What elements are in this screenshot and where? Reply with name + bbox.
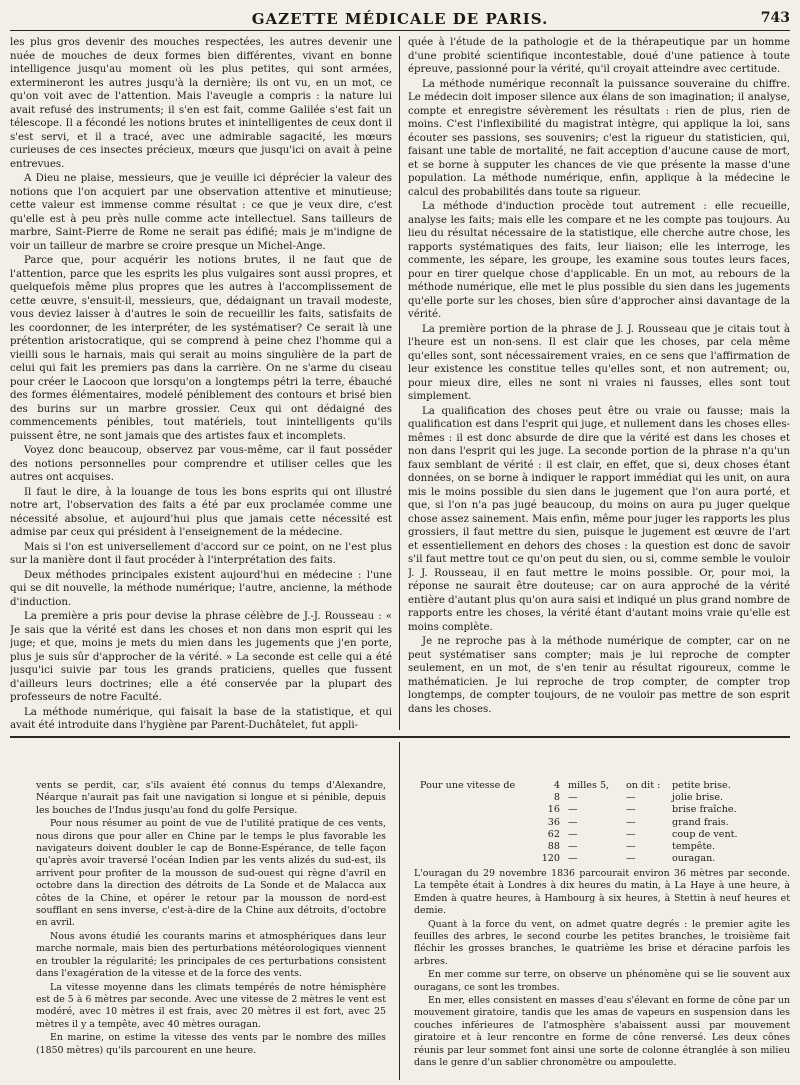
speed-value: 16 xyxy=(547,804,560,816)
paragraph: Parce que, pour acquérir les notions brutes, il ne faut que de l'attention, parce que les esprits les plus vulgaires sont aussi propres, et quelquefois même plus propres que les autres à l'accomplissement de cette œuvre, s'ensuit-il, messieurs, que, dédaignant un travail modeste, vous deviez laisser à d'autres le soin de recueillir les faits, satisfaits de les coordonner, de les interpréter, de les systématiser? Ce serait là une prétention aristocratique, qui se comprend à peine chez l'homme qui a vieilli sous le harnais, mais qui serait au moins singulière de la part de celui qui fait les premiers pas dans la carrière. On ne s'arme du ciseau pour créer le Laocoon que lorsqu'on a longtemps pétri la terre, ébauché des formes élémentaires, modelé péniblement des contours et brisé bien des burins sur un marbre grossier. Ceux qui ont dédaigné des commencements pénibles, tout matériels, tout inintelligents qu'ils puissent être, ne sont jamais que des artistes faux et incomplets. xyxy=(10,255,392,442)
table-lead: Pour une vitesse de xyxy=(420,780,516,791)
wind-label: jolie brise. xyxy=(672,792,724,804)
wind-speed-table xyxy=(420,780,750,865)
page-header xyxy=(10,8,790,31)
top-column-right xyxy=(408,36,790,730)
ditto-mark: — xyxy=(626,840,636,852)
ditto-mark: on dit : xyxy=(626,780,661,791)
paragraph: La première a pris pour devise la phrase célèbre de J.-J. Rousseau : « Je sais que la vérité est dans les choses et non dans mon esprit qui les juge; et que, moins je mets du mien dans les jugements que j'en porte, plus je suis sûr d'approcher de la vérité. » La seconde est celle qui a été jusqu'ici suivie par tous les grands praticiens, quelles que fussent d'ailleurs leurs doctrines; elle a été conservée par la plupart des professeurs de notre Faculté. xyxy=(10,611,392,703)
paragraph: En mer comme sur terre, on observe un phénomène qui se lie souvent aux ouragans, ce sont les trombes. xyxy=(414,969,790,993)
paragraph: Il faut le dire, à la louange de tous les bons esprits qui ont illustré notre art, l'observation des faits a été par eux proclamée comme une nécessité absolue, et aujourd'hui plus que jamais cette nécessité est admise par ceux qui président à l'enseignement de la médecine. xyxy=(10,486,392,538)
wind-label: grand frais. xyxy=(672,816,729,828)
table-row xyxy=(420,817,750,829)
speed-value: 62 xyxy=(547,828,560,840)
paragraph: vents se perdit, car, s'ils avaient été connus du temps d'Alexandre, Néarque n'aurait pas fait une navigation si longue et si pénible, depuis les bouches de l'Indus jusqu'au fond du golfe Persique. xyxy=(36,780,386,816)
speed-unit: — xyxy=(568,840,578,852)
speed-value: 88 xyxy=(547,840,560,852)
paragraph: Quant à la force du vent, on admet quatre degrés : le premier agite les feuilles des arbres, le second courbe les petites branches, le troisième fait fléchir les grosses branches, le quatrième les brise et déracine parfois les arbres. xyxy=(414,918,790,967)
paragraph: les plus gros devenir des mouches respectées, les autres devenir une nuée de mouches de deux formes bien différentes, vivant en bonne intelligence jusqu'au moment où les plus petites, qui sont armées, extermineront les autres jusqu'à la dernière; ils ont vu, en un mot, ce qu'on voit avec de l'attention. Mais l'aveugle a compris : la nature lui avait refusé des instruments; il s'en est fait, comme Galilée s'est fait un télescope. Il a fécondé les notions brutes et inintelligentes de ceux dont il s'est servi, et il a tracé, avec une admirable sagacité, les mœurs curieuses de ces insectes précieux, mœurs que jusqu'ici on avait à peine entrevues. xyxy=(10,37,392,170)
paragraph: Pour nous résumer au point de vue de l'utilité pratique de ces vents, nous dirons que pour aller en Chine par le temps le plus favorable les navigateurs doivent doubler le cap de Bonne-Espérance, de telle façon qu'après avoir traversé l'océan Indien par les vents alizés du sud-est, ils arrivent pour profiter de la mousson de sud-ouest qui règne d'avril en octobre dans la direction des détroits de La Sonde et de Malacca aux côtes de la Chine, et opérer le retour par la mousson de nord-est soufflant en sens inverse, c'est-à-dire de la Chine aux détroits, d'octobre en avril. xyxy=(36,818,386,929)
speed-unit: — xyxy=(568,792,578,804)
speed-value: 4 xyxy=(553,780,560,791)
ditto-mark: — xyxy=(626,792,636,804)
ditto-mark: — xyxy=(626,828,636,840)
paragraph: A Dieu ne plaise, messieurs, que je veuille ici déprécier la valeur des notions que l'on acquiert par une observation attentive et minutieuse; cette valeur est immense comme résultat : ce que je veux dire, c'est qu'elle est à peu près nulle comme acte intellectuel. Sans tailleurs de marbre, Saint-Pierre de Rome ne serait pas édifié; mais je m'indigne de voir un tailleur de marbre se croire presque un Michel-Ange. xyxy=(10,173,392,252)
paragraph: Nous avons étudié les courants marins et atmosphériques dans leur marche normale, mais bien des perturbations météorologiques viennent en troubler la régularité; les principales de ces perturbations consistent dans l'exagération de la vitesse et de la force des vents. xyxy=(36,930,386,980)
top-column-left xyxy=(10,36,392,730)
paragraph: En marine, on estime la vitesse des vents par le nombre des milles (1850 mètres) qu'ils parcourent en une heure. xyxy=(36,1032,386,1056)
speed-value: 8 xyxy=(553,792,560,804)
speed-value: 36 xyxy=(547,816,560,828)
table-row xyxy=(420,804,750,816)
speed-unit: — xyxy=(568,816,578,828)
speed-unit: — xyxy=(568,804,578,816)
paragraph: La méthode d'induction procède tout autrement : elle recueille, analyse les faits; mais elle les compare et ne les compte pas toujours. Au lieu du résultat nécessaire de la statistique, elle cherche autre chose, les rapports systématiques des faits, leur liaison; elle les interroge, les commente, les sépare, les groupe, les examine sous toutes leurs faces, pour en tirer quelque chose d'applicable. En un mot, au rebours de la méthode numérique, elle met le plus possible du sien dans les jugements qu'elle porte sur les choses, bien sûre d'approcher ainsi davantage de la vérité. xyxy=(408,201,790,320)
speed-unit: — xyxy=(568,828,578,840)
paragraph: Deux méthodes principales existent aujourd'hui en médecine : l'une qui se dit nouvelle, la méthode numérique; l'autre, ancienne, la méthode d'induction. xyxy=(10,569,392,608)
speed-value: 120 xyxy=(541,853,560,865)
table-row xyxy=(420,841,750,853)
paragraph: En mer, elles consistent en masses d'eau s'élevant en forme de cône par un mouvement giratoire, tandis que les amas de vapeurs en suspension dans les couches inférieures de l'atmosphère s'abaissent aussi par mouvement giratoire et à leur rencontre en forme de cône renversé. Les deux cônes réunis par leur sommet font ainsi une sorte de colonne étranglée à son milieu dans le genre d'un sablier chronomètre ou ampoulette. xyxy=(414,995,790,1069)
paragraph: La vitesse moyenne dans les climats tempérés de notre hémisphère est de 5 à 6 mètres par seconde. Avec une vitesse de 2 mètres le vent est modéré, avec 10 mètres il est frais, avec 20 mètres il est fort, avec 25 mètres il y a tempête, avec 40 mètres ouragan. xyxy=(36,981,386,1030)
table-row xyxy=(420,853,750,865)
paragraph: La première portion de la phrase de J. J. Rousseau que je citais tout à l'heure est un non-sens. Il est clair que les choses, par cela même qu'elles sont, sont nécessairement vraies, en ce sens que l'affirmation de leur existence les constitue telles qu'elles sont, et non autrement; ou, pour mieux dire, elles ne sont ni vraies ni fausses, elles sont tout simplement. xyxy=(408,323,790,402)
ditto-mark: — xyxy=(626,853,636,865)
wind-label: brise fraîche. xyxy=(672,804,737,816)
section-divider xyxy=(10,736,790,738)
ditto-mark: — xyxy=(626,804,636,816)
paragraph: La qualification des choses peut être ou vraie ou fausse; mais la qualification est dans l'esprit qui juge, et nullement dans les choses elles-mêmes : il est donc absurde de dire que la vérité est dans les choses et non dans l'esprit qui les juge. La seconde portion de la phrase n'a qu'un faux semblant de vérité : il est clair, en effet, que si, deux choses étant données, on se borne à indiquer le rapport immédiat qui les unit, on aura mis le moins possible du sien dans le jugement que l'on aura porté, et que, si l'on n'a pas jugé beaucoup, du moins on aura pu juger quelque chose assez sainement. Mais enfin, même pour juger les rapports les plus grossiers, il faut mettre du sien, puisque le jugement est œuvre de l'art et essentiellement en dehors des choses : la question est donc de savoir s'il faut mettre tout ce qu'on peut du sien, ou si, comme semble le vouloir J. J. Rousseau, il en faut mettre le moins possible. Or, pour moi, la réponse ne saurait être douteuse; car on aura approché de la vérité entière d'autant plus qu'on aura saisi et indiqué un plus grand nombre de rapports entre les choses, la vérité étant d'autant moins vraie qu'elle est moins complète. xyxy=(408,405,790,633)
column-rule xyxy=(399,742,400,1080)
bottom-column-left xyxy=(36,780,386,1080)
bottom-column-right xyxy=(414,868,790,1080)
speed-unit: — xyxy=(568,853,578,865)
table-row xyxy=(420,780,750,792)
paragraph: Voyez donc beaucoup, observez par vous-même, car il faut posséder des notions personnelles pour comprendre et utiliser celles que les autres ont acquises. xyxy=(10,445,392,483)
paragraph: Je ne reproche pas à la méthode numérique de compter, car on ne peut systématiser sans compter; mais je lui reproche de compter seulement, en un mot, de s'en tenir au résultat rigoureux, comme le mathématicien. Je lui reproche de trop compter, de compter trop longtemps, de compter toujours, de ne vouloir pas mettre de son esprit dans les choses. xyxy=(408,636,790,715)
ditto-mark: — xyxy=(626,816,636,828)
table-row xyxy=(420,792,750,804)
paragraph: L'ouragan du 29 novembre 1836 parcourait environ 36 mètres par seconde. La tempête était à Londres à dix heures du matin, à La Haye à une heure, à Emden à quatre heures, à Hambourg à six heures, à Stettin à neuf heures et demie. xyxy=(414,868,790,917)
column-rule xyxy=(399,36,400,730)
paragraph: La méthode numérique, qui faisait la base de la statistique, et qui avait été introduite dans l'hygiène par Parent-Duchâtelet, fut appli- xyxy=(10,706,392,730)
wind-label: coup de vent. xyxy=(672,828,738,840)
paragraph: La méthode numérique reconnaît la puissance souveraine du chiffre. Le médecin doit imposer silence aux élans de son imagination; il analyse, compte et enregistre sévèrement les résultats : rien de plus, rien de moins. C'est l'inflexibilité du magistrat intègre, qui applique la loi, sans écouter ses passions, ses souvenirs; c'est la rigueur du statisticien, qui, faisant une table de mortalité, ne fait acception d'aucune cause de mort, et se borne à supputer les chances de vie que présente la masse d'une population. La méthode numérique, enfin, applique à la médecine le calcul des probabilités dans toute sa rigueur. xyxy=(408,78,790,198)
table-row xyxy=(420,829,750,841)
paragraph: quée à l'étude de la pathologie et de la thérapeutique par un homme d'une probité scientifique incontestable, doué d'une patience à toute épreuve, passionné pour la vérité, qu'il croyait atteindre avec certitude. xyxy=(408,37,790,75)
wind-label: tempête. xyxy=(672,840,716,852)
wind-label: ouragan. xyxy=(672,853,716,865)
journal-title: GAZETTE MÉDICALE DE PARIS. xyxy=(251,10,549,28)
page-number: 743 xyxy=(760,10,790,26)
paragraph: Mais si l'on est universellement d'accord sur ce point, on ne l'est plus sur la manière dont il faut procéder à l'interprétation des faits. xyxy=(10,541,392,566)
wind-label: petite brise. xyxy=(672,780,731,791)
speed-unit: milles 5, xyxy=(568,780,610,791)
